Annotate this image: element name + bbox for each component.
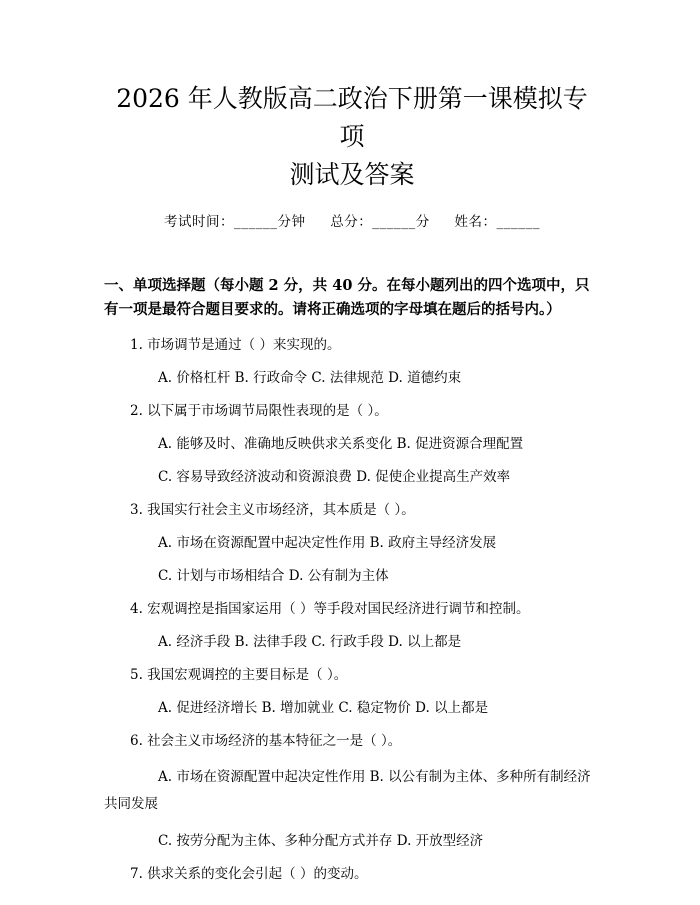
question-stem: 2. 以下属于市场调节局限性表现的是（ ）。 (130, 403, 388, 419)
question-options: C. 按劳分配为主体、多种分配方式并存 D. 开放型经济 (158, 833, 484, 849)
section-heading: 一、单项选择题（每小题 2 分，共 40 分。在每小题列出的四个选项中，只有一项是最符合题目要求的。请将正确选项的字母填在题后的括号内。） (104, 277, 590, 318)
exam-time: 考试时间：______分钟 (163, 214, 306, 230)
question-list (104, 335, 600, 884)
document-title (104, 80, 600, 194)
question-options: A. 价格杠杆 B. 行政命令 C. 法律规范 D. 道德约束 (158, 370, 462, 386)
question-stem: 6. 社会主义市场经济的基本特征之一是（ ）。 (130, 733, 402, 749)
exam-info (104, 210, 600, 230)
question-options: A. 经济手段 B. 法律手段 C. 行政手段 D. 以上都是 (158, 634, 462, 650)
question-options: C. 容易导致经济波动和资源浪费 D. 促使企业提高生产效率 (158, 469, 511, 485)
title-line-2: 测试及答案 (289, 160, 415, 189)
question-stem: 7. 供求关系的变化会引起（ ）的变动。 (130, 866, 368, 882)
total-score: 总分：______分 (330, 214, 430, 230)
question-stem: 1. 市场调节是通过（ ）来实现的。 (130, 337, 341, 353)
question-options: A. 促进经济增长 B. 增加就业 C. 稳定物价 D. 以上都是 (158, 700, 489, 716)
question-stem: 5. 我国宏观调控的主要目标是（ ）。 (130, 667, 348, 683)
question-options: A. 能够及时、准确地反映供求关系变化 B. 促进资源合理配置 (158, 436, 524, 452)
question-options: A. 市场在资源配置中起决定性作用 B. 以公有制为主体、多种所有制经济共同发展 (104, 769, 591, 812)
question-options: A. 市场在资源配置中起决定性作用 B. 政府主导经济发展 (158, 535, 497, 551)
question-stem: 3. 我国实行社会主义市场经济，其本质是（ ）。 (130, 502, 415, 518)
question-options: C. 计划与市场相结合 D. 公有制为主体 (158, 568, 389, 584)
question-stem: 4. 宏观调控是指国家运用（ ）等手段对国民经济进行调节和控制。 (130, 601, 530, 617)
student-name: 姓名：______ (454, 214, 541, 230)
title-line-1: 2026 年人教版高二政治下册第一课模拟专项 (116, 84, 588, 151)
